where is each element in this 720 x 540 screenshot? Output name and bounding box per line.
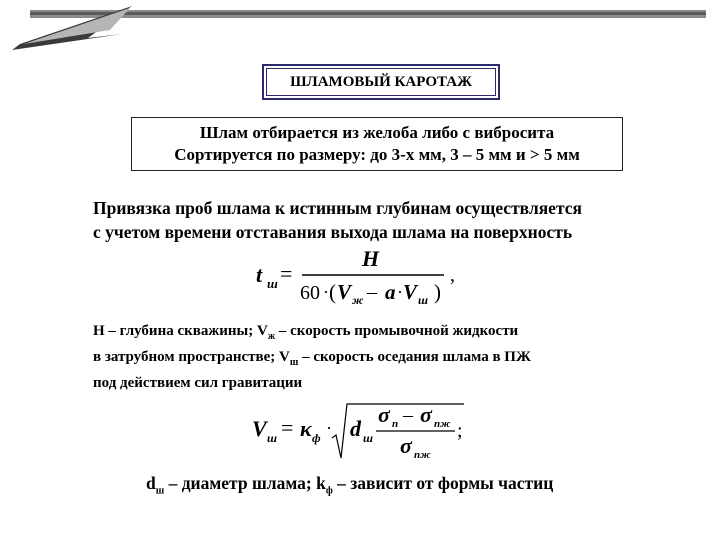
bottom-line-text (146, 473, 666, 497)
f2-equals: = (281, 415, 294, 440)
particle-definitions (146, 473, 666, 497)
paragraph2-line-2 (93, 347, 693, 373)
f1-den-v1: V (337, 280, 352, 304)
f2-sigma1: σ (378, 402, 390, 427)
paragraph2-line-1 (93, 321, 693, 347)
depth-binding-paragraph (93, 196, 693, 244)
header-dark-band (30, 12, 706, 15)
paragraph2-line-2-sub: ш (289, 357, 299, 368)
slide-title-text: ШЛАМОВЫЙ КАРОТАЖ (290, 73, 472, 90)
f1-comma: , (450, 264, 455, 286)
f2-dot: · (326, 418, 332, 438)
info-line-2: Сортируется по размеру: до 3-х мм, 3 – 5 мм и > 5 мм (174, 145, 580, 164)
f1-den-v1-sub: ж (352, 293, 364, 304)
f2-sigma1-sub: п (392, 418, 399, 430)
f1-den-60: 60 (300, 282, 320, 304)
f1-den-dot1: · (323, 282, 329, 302)
sampling-info-box (131, 117, 623, 171)
f2-sigma2: σ (420, 402, 432, 427)
f1-lhs: t (256, 262, 263, 287)
paragraph1-line-2: с учетом времени отставания выхода шлама на поверхность (93, 222, 573, 242)
header-decoration (0, 0, 720, 60)
settling-velocity-formula (250, 400, 480, 462)
f2-d-sub: ш (363, 431, 373, 445)
f2-lhs: V (252, 416, 267, 441)
info-line-1: Шлам отбирается из желоба либо с вибросита (199, 123, 555, 142)
bottom-d-sub: ш (155, 485, 165, 497)
f1-lhs-sub: ш (267, 276, 278, 291)
f1-den-v2-sub: ш (418, 293, 428, 304)
bottom-mid: – диаметр шлама; k (164, 473, 326, 493)
f2-sigma2-sub: пж (434, 418, 451, 430)
paragraph2-line-1-b: – скорость промывочной жидкости (275, 323, 519, 339)
variables-paragraph (93, 321, 693, 393)
f1-equals: = (280, 261, 293, 286)
f1-den-minus: – (367, 281, 377, 303)
paragraph2-line-3: под действием сил гравитации (93, 375, 303, 391)
f2-sigma3: σ (400, 433, 412, 458)
f1-den-v2: V (403, 280, 418, 304)
paragraph2-line-2-b: – скорость оседания шлама в ПЖ (298, 349, 531, 365)
f2-minus: – (403, 404, 413, 426)
f2-lhs-sub: ш (267, 431, 277, 445)
f1-numerator: H (362, 248, 380, 271)
f1-den-close: ) (434, 280, 441, 304)
f2-semicolon: ; (457, 420, 463, 442)
f2-d: d (350, 416, 361, 441)
f2-k-sub: ф (312, 431, 321, 445)
slide-title (262, 64, 500, 100)
bottom-end: – зависит от формы частиц (332, 473, 554, 493)
f1-den-open: ( (329, 280, 336, 304)
f2-k: κ (300, 416, 312, 441)
f2-sigma3-sub: пж (414, 449, 431, 461)
lag-time-formula (252, 248, 462, 304)
f1-den-dot2: · (397, 282, 403, 302)
f1-den-a: a (385, 280, 396, 304)
bottom-d: d (146, 473, 156, 493)
paragraph2-line-2-a: в затрубном пространстве; V (93, 349, 290, 365)
bottom-k-sub: ф (325, 485, 333, 497)
paragraph1-line-1: Привязка проб шлама к истинным глубинам осуществляется (93, 198, 582, 218)
paragraph2-line-1-a: Н – глубина скважины; V (93, 323, 268, 339)
paragraph2-line-1-sub: ж (267, 331, 276, 342)
